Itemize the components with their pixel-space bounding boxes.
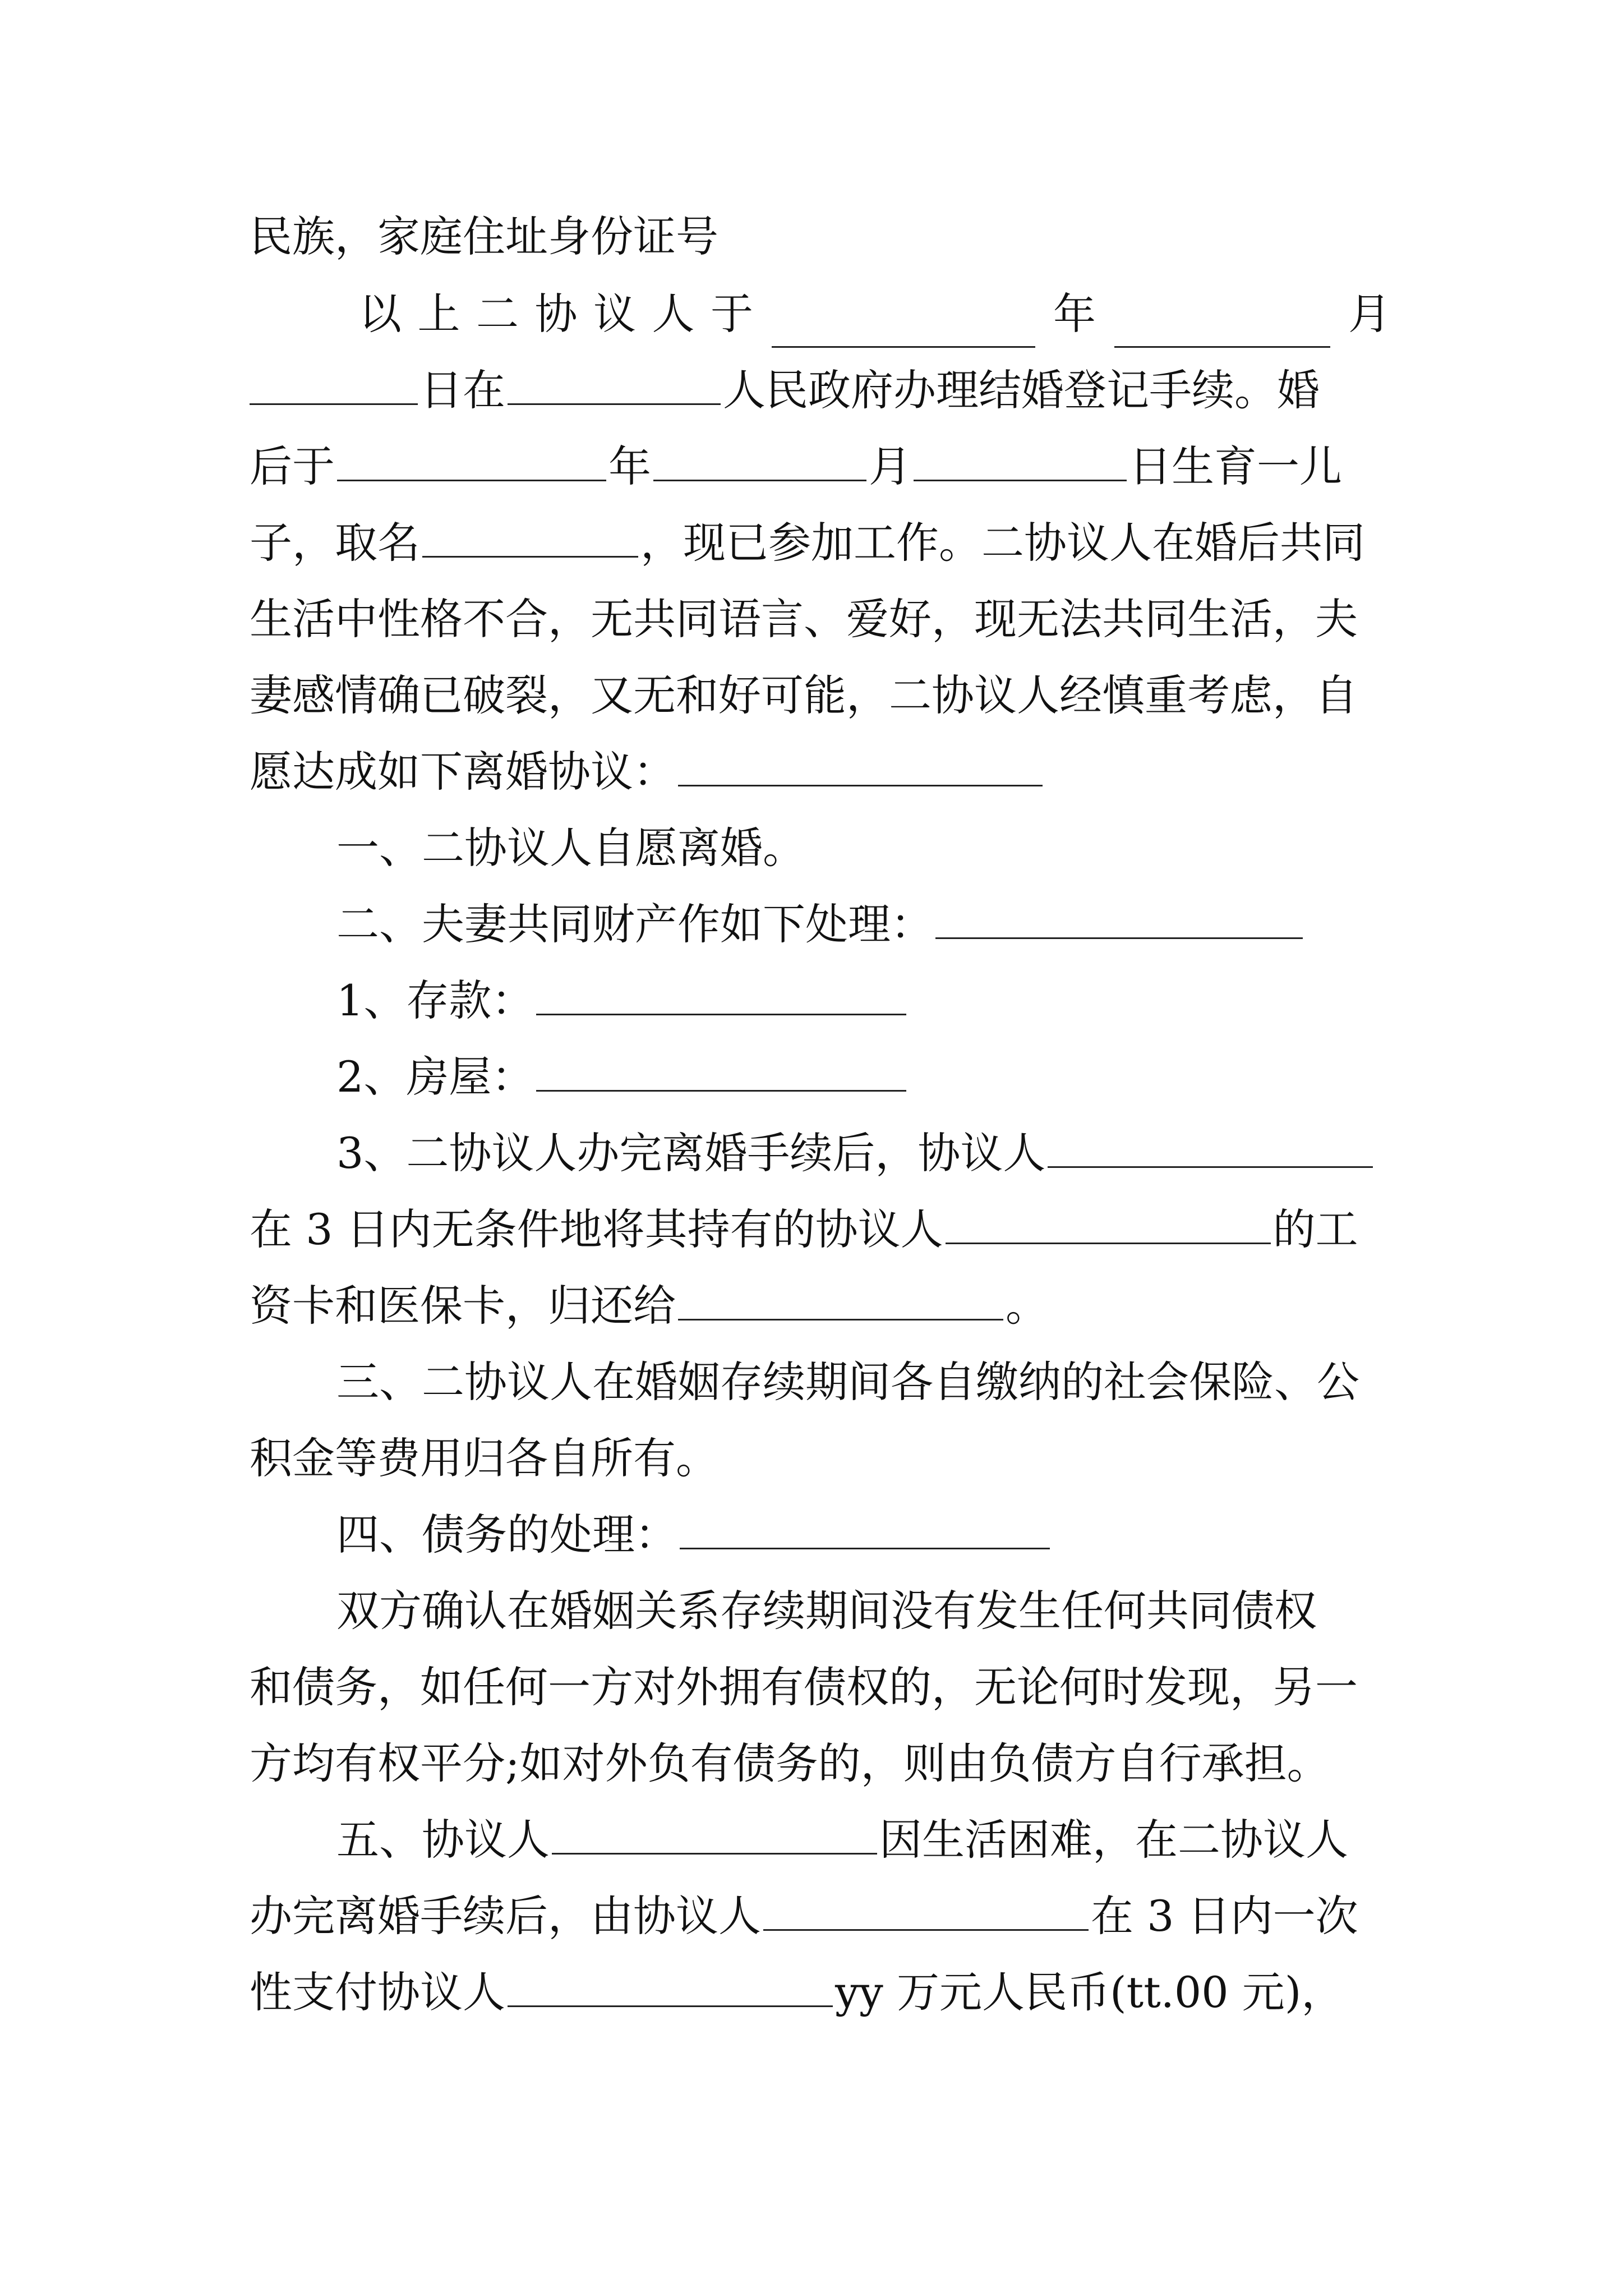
text-line-21 — [250, 1730, 1391, 1797]
blank-government-field[interactable] — [508, 364, 721, 405]
char: 于 — [711, 289, 753, 339]
text-line-7 — [250, 662, 1391, 729]
clause-five — [336, 1806, 1391, 1874]
paragraph-text: 生活中性格不合，无共同语言、爱好，现无法共同生活，夫 — [250, 594, 1358, 644]
text-line-registration-place — [250, 357, 1391, 424]
clause-text: 1、存款： — [336, 976, 534, 1025]
blank-birth-day-field[interactable] — [914, 440, 1127, 481]
text-period: 。 — [1006, 1281, 1048, 1331]
text-cards-return: 资卡和医保卡，归还给 — [250, 1281, 676, 1331]
clause-deposits — [336, 967, 1391, 1034]
text-within-days: 在 3 日内一次 — [1091, 1891, 1358, 1941]
text-line-19 — [336, 1577, 1391, 1645]
text-amount: yy 万元人民币(tt.00 元)， — [835, 1967, 1344, 2017]
blank-child-name-field[interactable] — [422, 517, 638, 558]
blank-party-field[interactable] — [552, 1814, 877, 1855]
blank-birth-year-field[interactable] — [337, 440, 606, 481]
clause-four — [336, 1501, 1391, 1568]
blank-payee-field[interactable] — [508, 1966, 833, 2007]
blank-agreement-field[interactable] — [678, 746, 1043, 786]
text-day-at: 日在 — [420, 365, 505, 415]
char: 二 — [476, 289, 519, 339]
clause-house — [336, 1043, 1391, 1111]
blank-return-to-field[interactable] — [678, 1280, 1003, 1320]
clause-text: 因生活困难，在二协议人 — [879, 1815, 1348, 1865]
text-return-cards: 在 3 日内无条件地将其持有的协议人 — [250, 1204, 943, 1254]
blank-party-field[interactable] — [1048, 1127, 1373, 1168]
clause-one — [336, 815, 1391, 882]
paragraph-text: 妻感情确已破裂，又无和好可能，二协议人经慎重考虑，自 — [250, 670, 1358, 720]
text-line-8 — [250, 738, 1391, 806]
text-named: 子，取名 — [250, 518, 420, 568]
clause-text: 五、协议人 — [336, 1815, 550, 1865]
clause-three-social — [336, 1349, 1391, 1416]
blank-party-field[interactable] — [946, 1203, 1271, 1244]
char: 上 — [417, 289, 460, 339]
char: 协 — [534, 289, 578, 339]
text-line-child-birth — [250, 433, 1391, 500]
blank-debt-field[interactable] — [680, 1508, 1050, 1549]
text-line-ethnicity-address — [250, 203, 1391, 270]
blank-birth-month-field[interactable] — [653, 440, 866, 481]
paragraph-text: 方均有权平分;如对外负有债务的，则由负债方自行承担。 — [250, 1738, 1330, 1788]
paragraph-text: 积金等费用归各自所有。 — [250, 1433, 718, 1483]
clause-text: 二、夫妻共同财产作如下处理： — [336, 899, 933, 949]
blank-day-field[interactable] — [250, 364, 418, 405]
blank-house-field[interactable] — [536, 1051, 906, 1092]
text-line-15 — [250, 1272, 1391, 1340]
text-year: 年 — [608, 441, 651, 491]
clause-text: 一、二协议人自愿离婚。 — [336, 823, 805, 873]
text-after-divorce: 办完离婚手续后，由协议人 — [250, 1891, 761, 1941]
blank-month-field[interactable] — [1114, 307, 1330, 348]
text-line-20 — [250, 1654, 1391, 1721]
clause-two — [336, 891, 1391, 958]
text-line-24 — [250, 1959, 1391, 2026]
clause-three — [336, 1120, 1391, 1187]
clause-text: 3、二协议人办完离婚手续后，协议人 — [336, 1128, 1046, 1178]
text-day-son: 日生育一儿 — [1129, 441, 1342, 491]
char: 月 — [1348, 289, 1391, 339]
char: 以 — [359, 289, 402, 339]
paragraph-text: 双方确认在婚姻关系存续期间没有发生任何共同债权 — [336, 1586, 1317, 1636]
text-government-registration: 人民政府办理结婚登记手续。婚 — [723, 365, 1320, 415]
text-month: 月 — [869, 441, 911, 491]
blank-year-field[interactable] — [772, 307, 1035, 348]
text-line-17 — [250, 1425, 1391, 1492]
char: 人 — [652, 289, 695, 339]
blank-property-field[interactable] — [935, 898, 1303, 939]
text-pay-party: 性支付协议人 — [250, 1967, 505, 2017]
char: 年 — [1053, 289, 1096, 339]
clause-text: 四、债务的处理： — [336, 1510, 677, 1559]
text-working-now: ，现已参加工作。二协议人在婚后共同 — [640, 518, 1365, 568]
text-line-14 — [250, 1196, 1391, 1263]
text-line-23 — [250, 1883, 1391, 1950]
text-line-registration-date — [359, 280, 1391, 348]
paragraph-text: 和债务，如任何一方对外拥有债权的，无论何时发现，另一 — [250, 1662, 1358, 1712]
blank-payer-field[interactable] — [763, 1890, 1089, 1931]
text-agreement-intro: 愿达成如下离婚协议： — [250, 747, 676, 797]
clause-text: 三、二协议人在婚姻存续期间各自缴纳的社会保险、公 — [336, 1357, 1359, 1407]
text-line-child-name — [250, 509, 1391, 577]
text-line-6 — [250, 586, 1391, 653]
text-of: 的工 — [1272, 1204, 1358, 1254]
clause-text: 2、房屋： — [336, 1052, 534, 1102]
text-after: 后于 — [250, 441, 335, 491]
text-ethnicity-address-id: 民族，家庭住址身份证号 — [250, 211, 718, 261]
char: 议 — [593, 289, 636, 339]
blank-deposits-field[interactable] — [536, 974, 906, 1015]
